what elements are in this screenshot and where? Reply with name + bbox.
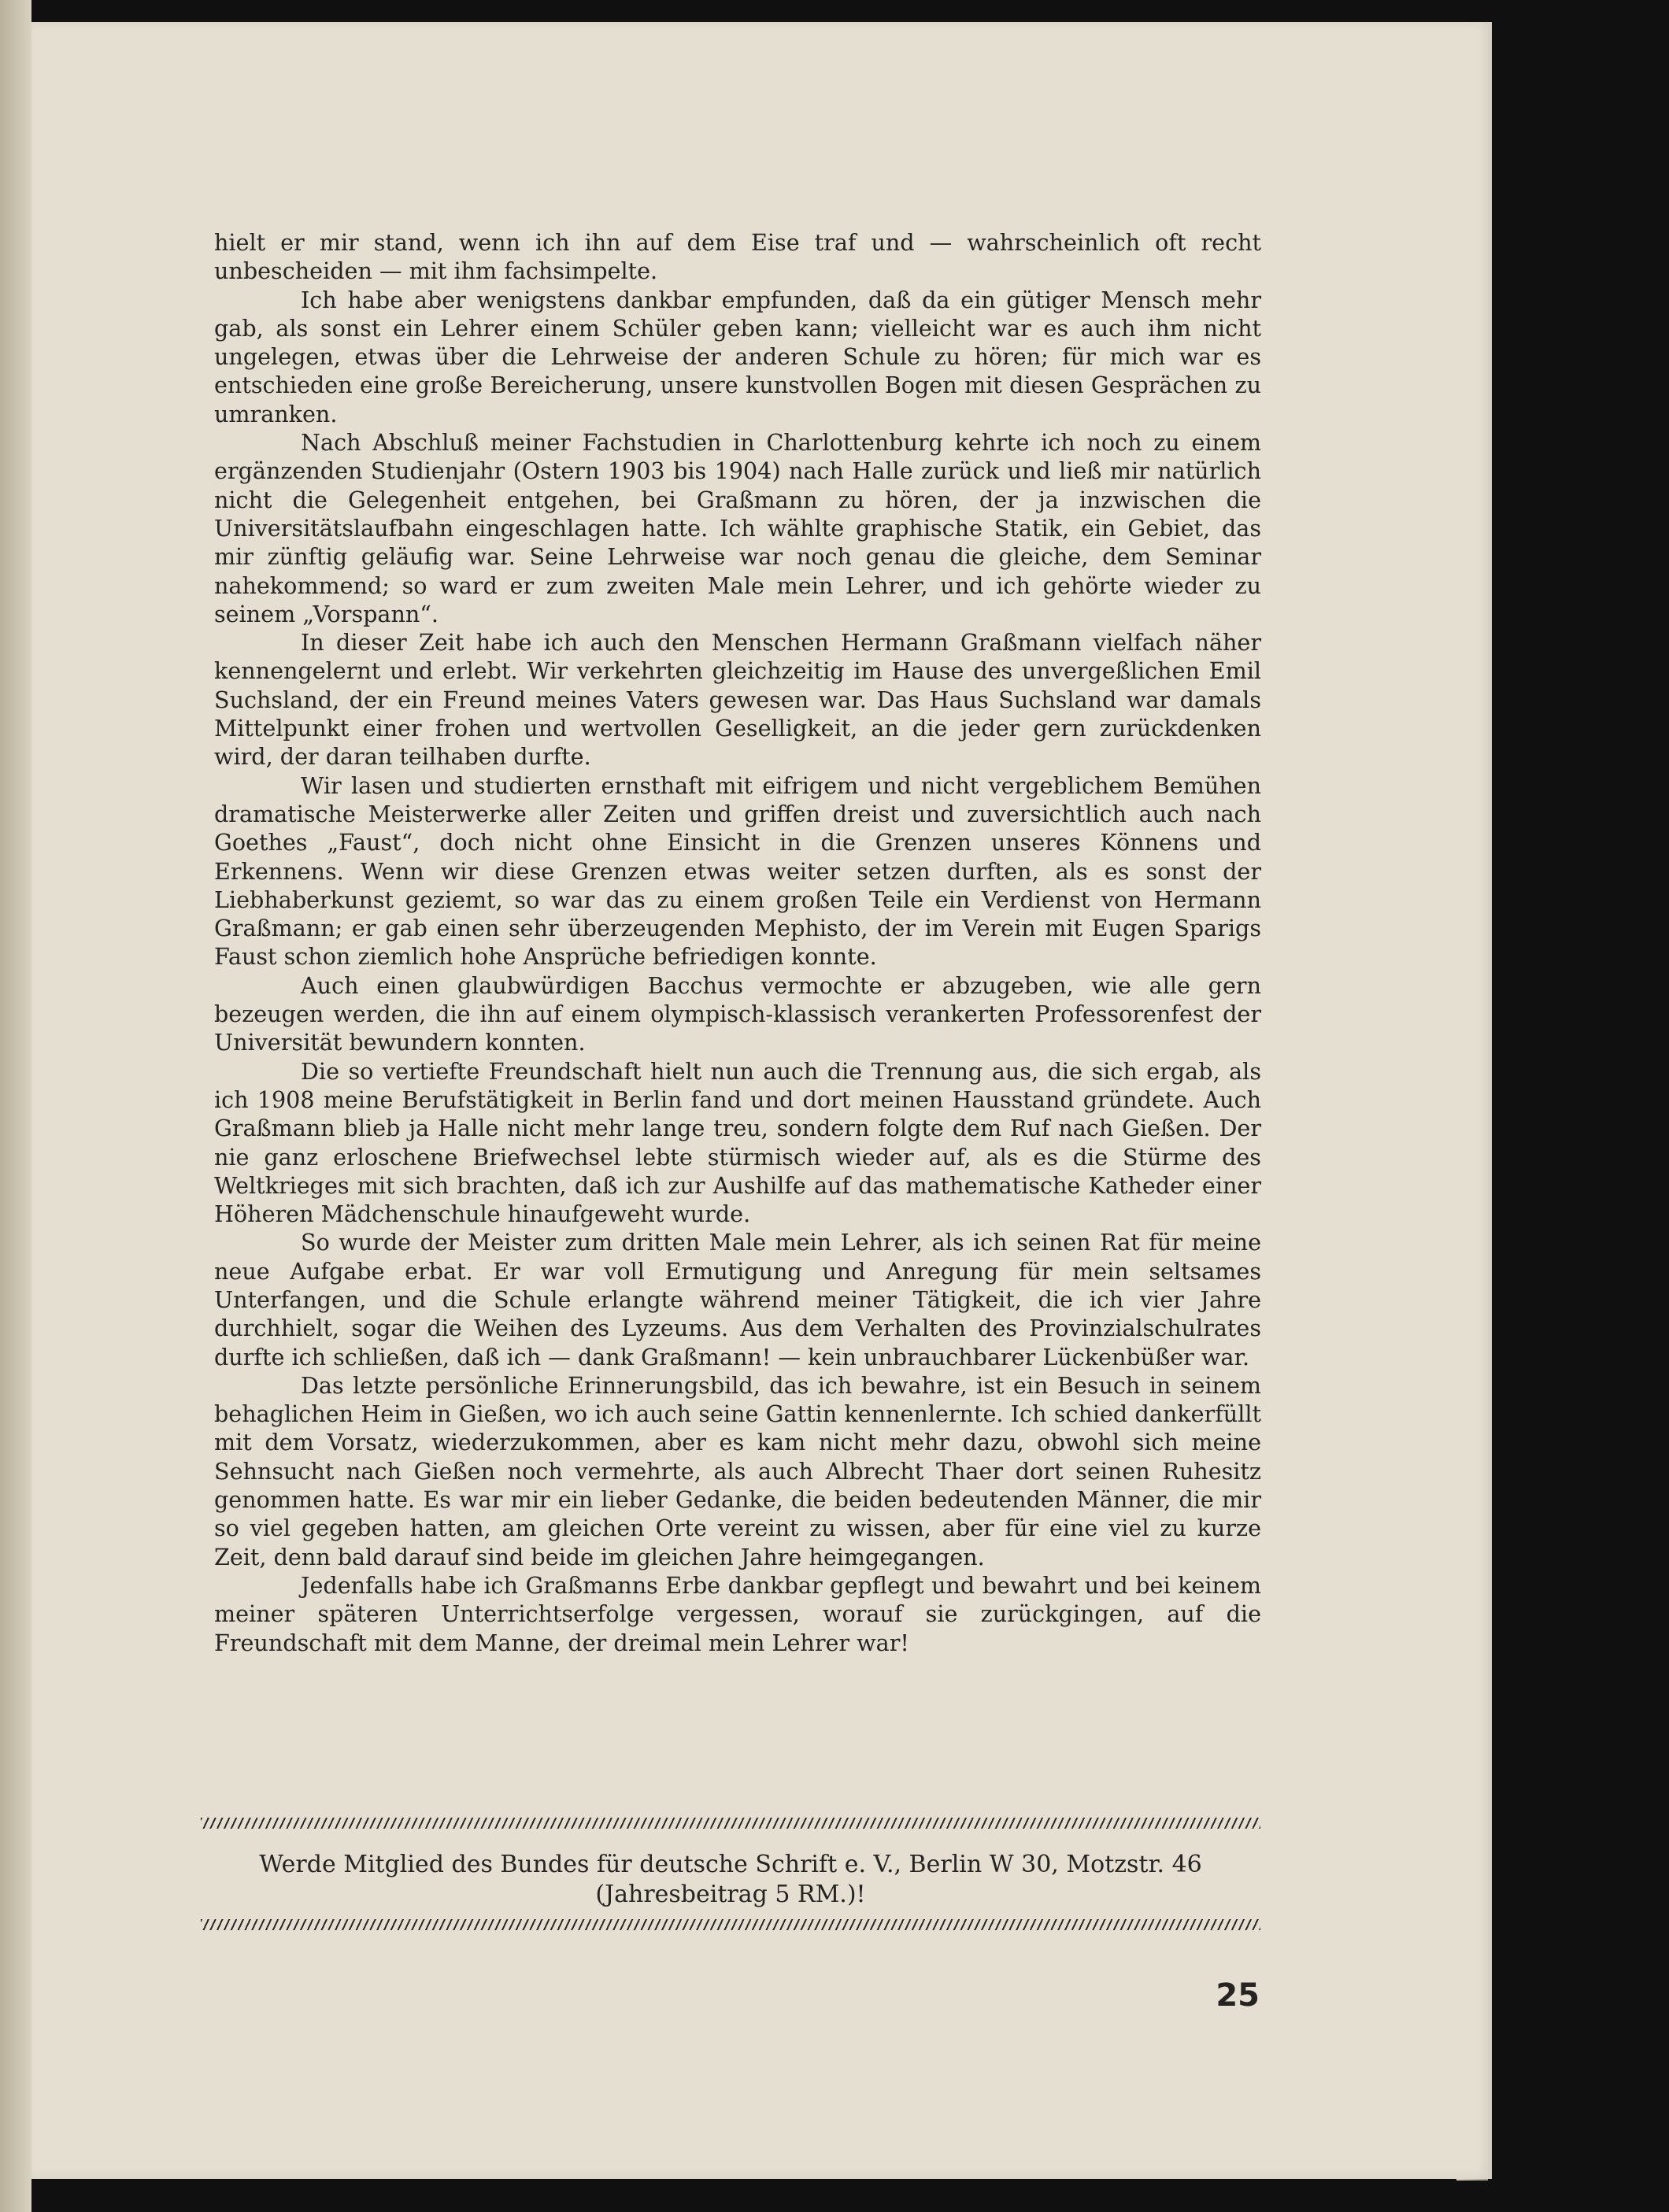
membership-notice (201, 1850, 1260, 1910)
notice-line-1: Werde Mitglied des Bundes für deutsche Schrift e. V., Berlin W 30, Motzstr. 46 (259, 1851, 1202, 1878)
paragraph: Jedenfalls habe ich Graßmanns Erbe dankbar gepflegt und bewahrt und bei keinem meiner späteren Unterrichtserfolge vergessen, worauf sie zurückgingen, auf die Freundschaft mit dem Manne, der dreimal mein Lehrer war! (214, 1571, 1261, 1656)
hatched-rule-bottom (201, 1919, 1260, 1930)
hatched-rule-top (201, 1818, 1260, 1829)
paragraph: Auch einen glaubwürdigen Bacchus vermochte er abzugeben, wie alle gern bezeugen werden, die ihn auf einem olympisch-klassisch verankerten Professorenfest der Universität bewundern konnten. (214, 971, 1261, 1056)
paragraph: Nach Abschluß meiner Fachstudien in Charlottenburg kehrte ich noch zu einem ergänzenden Studienjahr (Ostern 1903 bis 1904) nach Halle zurück und ließ mir natürlich nicht die Gelegenheit entgehen, bei Graßmann zu hören, der ja inzwischen die Universitätslaufbahn eingeschlagen hatte. Ich wählte graphische Statik, ein Gebiet, das mir zünftig geläufig war. Seine Lehrweise war noch genau die gleiche, dem Seminar nahekommend; so ward er zum zweiten Male mein Lehrer, und ich gehörte wieder zu seinem „Vorspann“. (214, 429, 1261, 627)
book-page (31, 22, 1492, 2179)
notice-line-2: (Jahresbeitrag 5 RM.)! (595, 1881, 866, 1908)
paragraph: Das letzte persönliche Erinnerungsbild, das ich bewahre, ist ein Besuch in seinem behaglichen Heim in Gießen, wo ich auch seine Gattin kennenlernte. Ich schied dankerfüllt mit dem Vorsatz, wiederzukommen, aber es kam nicht mehr dazu, obwohl sich meine Sehnsucht nach Gießen noch vermehrte, als auch Albrecht Thaer dort seinen Ruhesitz genommen hatte. Es war mir ein lieber Gedanke, die beiden bedeutenden Männer, die mir so viel gegeben hatten, am gleichen Orte vereint zu wissen, aber für eine viel zu kurze Zeit, denn bald darauf sind beide im gleichen Jahre heimgegangen. (214, 1371, 1261, 1570)
paragraph: Wir lasen und studierten ernsthaft mit eifrigem und nicht vergeblichem Bemühen dramatische Meisterwerke aller Zeiten und griffen dreist und zuversichtlich auch nach Goethes „Faust“, doch nicht ohne Einsicht in die Grenzen unseres Könnens und Erkennens. Wenn wir diese Grenzen etwas weiter setzen durften, als es sonst der Liebhaberkunst geziemt, so war das zu einem großen Teile ein Verdienst von Hermann Graßmann; er gab einen sehr überzeugenden Mephisto, der im Verein mit Eugen Sparigs Faust schon ziemlich hohe Ansprüche befriedigen konnte. (214, 771, 1261, 971)
adjacent-page-edge (0, 0, 31, 2212)
paragraph: Ich habe aber wenigstens dankbar empfunden, daß da ein gütiger Mensch mehr gab, als sonst ein Lehrer einem Schüler geben kann; vielleicht war es auch ihm nicht ungelegen, etwas über die Lehrweise der anderen Schule zu hören; für mich war es entschieden eine große Bereicherung, unsere kunstvollen Bogen mit diesen Gesprächen zu umranken. (214, 286, 1261, 427)
paragraph: So wurde der Meister zum dritten Male mein Lehrer, als ich seinen Rat für meine neue Aufgabe erbat. Er war voll Ermutigung und Anregung für mein seltsames Unterfangen, und die Schule erlangte während meiner Tätigkeit, die ich vier Jahre durchhielt, sogar die Weihen des Lyzeums. Aus dem Verhalten des Provinzialschulrates durfte ich schließen, daß ich — dank Graßmann! — kein unbrauchbarer Lückenbüßer war. (214, 1229, 1261, 1370)
paragraph: hielt er mir stand, wenn ich ihn auf dem Eise traf und — wahrscheinlich oft recht unbescheiden — mit ihm fachsimpelte. (214, 229, 1261, 285)
paragraph: Die so vertiefte Freundschaft hielt nun auch die Trennung aus, die sich ergab, als ich 1908 meine Berufstätigkeit in Berlin fand und dort meinen Hausstand gründete. Auch Graßmann blieb ja Halle nicht mehr lange treu, sondern folgte dem Ruf nach Gießen. Der nie ganz erloschene Briefwechsel lebte stürmisch wieder auf, als es die Stürme des Weltkrieges mit sich brachten, daß ich zur Aushilfe auf das mathematische Katheder einer Höheren Mädchenschule hinaufgeweht wurde. (214, 1057, 1261, 1228)
paragraph: In dieser Zeit habe ich auch den Menschen Hermann Graßmann vielfach näher kennengelernt und erlebt. Wir verkehrten gleichzeitig im Hause des unvergeßlichen Emil Suchsland, der ein Freund meines Vaters gewesen war. Das Haus Suchsland war damals Mittelpunkt einer frohen und wertvollen Geselligkeit, an die jeder gern zurückdenken wird, der daran teilhaben durfte. (214, 629, 1261, 771)
body-text (214, 228, 1261, 1657)
page-number: 25 (1216, 1977, 1260, 2014)
